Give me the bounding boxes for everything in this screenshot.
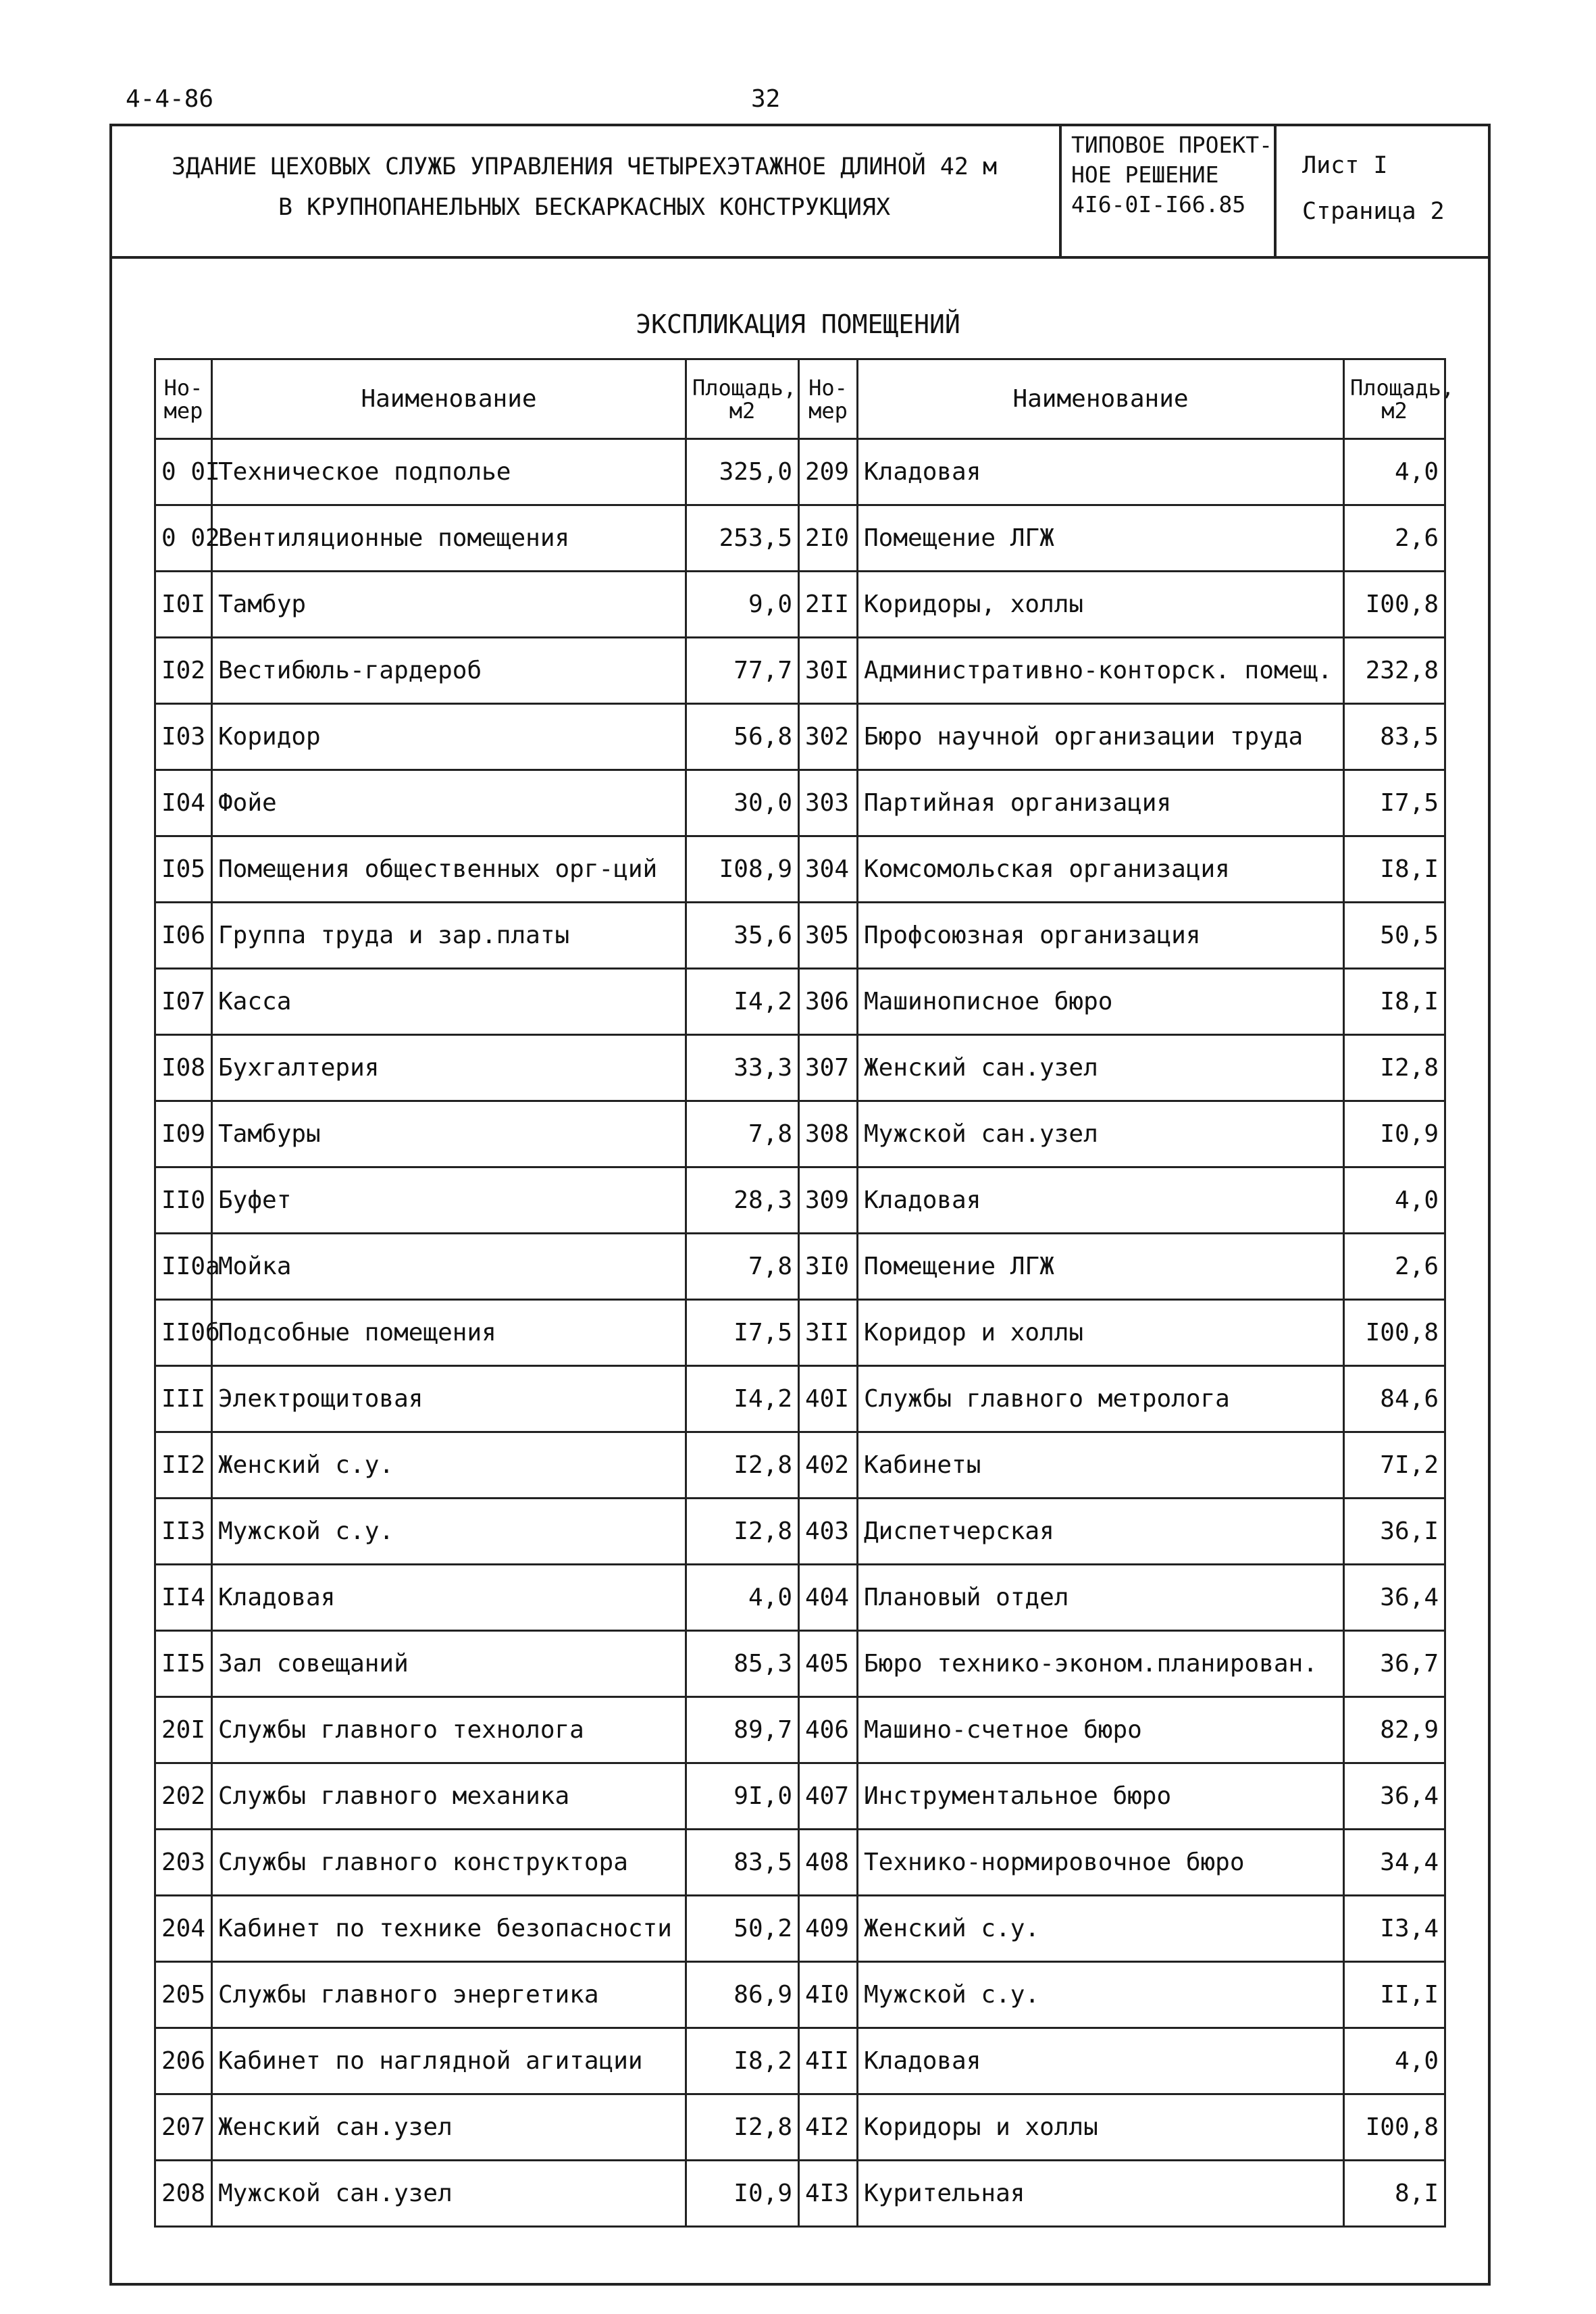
- room-number: II4: [155, 1565, 212, 1631]
- room-number: 40I: [799, 1366, 858, 1432]
- room-area: I4,2: [686, 1366, 799, 1432]
- room-name: Кладовая: [858, 439, 1344, 505]
- room-name: Помещение ЛГЖ: [858, 505, 1344, 572]
- room-number: 308: [799, 1101, 858, 1167]
- rooms-table: [154, 358, 1455, 2228]
- room-name: Зал совещаний: [212, 1631, 686, 1697]
- table-title: ЭКСПЛИКАЦИЯ ПОМЕЩЕНИЙ: [636, 309, 960, 339]
- room-name: Мужской сан.узел: [212, 2161, 686, 2227]
- table-row: [155, 1499, 1445, 1565]
- page-label: Страница 2: [1302, 198, 1445, 225]
- room-number: 3I0: [799, 1234, 858, 1300]
- room-area: I2,8: [686, 1499, 799, 1565]
- room-area: 34,4: [1344, 1830, 1445, 1896]
- room-name: Коридор и холлы: [858, 1300, 1344, 1366]
- room-number: II3: [155, 1499, 212, 1565]
- header-number: [799, 359, 858, 439]
- title-block-sheet: [1274, 124, 1485, 256]
- room-area: 85,3: [686, 1631, 799, 1697]
- room-number: 409: [799, 1896, 858, 1962]
- room-number: 405: [799, 1631, 858, 1697]
- room-name: Службы главного метролога: [858, 1366, 1344, 1432]
- title-line-2: В КРУПНОПАНЕЛЬНЫХ БЕСКАРКАСНЫХ КОНСТРУКЦИЯХ: [278, 194, 891, 221]
- room-area: 2,6: [1344, 1234, 1445, 1300]
- room-name: Вентиляционные помещения: [212, 505, 686, 572]
- room-area: 9,0: [686, 572, 799, 638]
- room-number: 30I: [799, 638, 858, 704]
- room-area: 4,0: [1344, 2028, 1445, 2094]
- table-row: [155, 572, 1445, 638]
- room-area: I3,4: [1344, 1896, 1445, 1962]
- room-number: I05: [155, 836, 212, 903]
- room-name: Службы главного энергетика: [212, 1962, 686, 2028]
- room-name: Мойка: [212, 1234, 686, 1300]
- room-area: 77,7: [686, 638, 799, 704]
- room-area: 325,0: [686, 439, 799, 505]
- table-row: [155, 1035, 1445, 1101]
- room-area: I0,9: [1344, 1101, 1445, 1167]
- title-block: [109, 124, 1491, 259]
- room-area: 4,0: [686, 1565, 799, 1631]
- header-area-line-1: Площадь,: [692, 374, 797, 401]
- room-number: I07: [155, 969, 212, 1035]
- room-number: 206: [155, 2028, 212, 2094]
- room-area: 50,2: [686, 1896, 799, 1962]
- room-name: Мужской с.у.: [858, 1962, 1344, 2028]
- room-area: 9I,0: [686, 1763, 799, 1830]
- room-area: 28,3: [686, 1167, 799, 1234]
- table-row: [155, 1962, 1445, 2028]
- room-area: 33,3: [686, 1035, 799, 1101]
- room-number: 406: [799, 1697, 858, 1763]
- table-row: [155, 2094, 1445, 2161]
- project-type-line-2: НОЕ РЕШЕНИЕ: [1071, 161, 1219, 188]
- room-name: Кабинет по наглядной агитации: [212, 2028, 686, 2094]
- room-area: 7,8: [686, 1101, 799, 1167]
- room-name: Группа труда и зар.платы: [212, 903, 686, 969]
- room-name: Фойе: [212, 770, 686, 836]
- room-number: II5: [155, 1631, 212, 1697]
- room-name: Службы главного механика: [212, 1763, 686, 1830]
- room-number: 302: [799, 704, 858, 770]
- room-name: Мужской с.у.: [212, 1499, 686, 1565]
- room-name: Бухгалтерия: [212, 1035, 686, 1101]
- header-area-line-2: м2: [1381, 397, 1408, 424]
- room-area: 83,5: [686, 1830, 799, 1896]
- table-row: [155, 638, 1445, 704]
- room-area: I8,2: [686, 2028, 799, 2094]
- table-row: [155, 1167, 1445, 1234]
- room-number: 404: [799, 1565, 858, 1631]
- table-row: [155, 1101, 1445, 1167]
- room-area: 8,I: [1344, 2161, 1445, 2227]
- room-name: Кладовая: [858, 1167, 1344, 1234]
- room-number: 3II: [799, 1300, 858, 1366]
- room-area: I0,9: [686, 2161, 799, 2227]
- room-number: 303: [799, 770, 858, 836]
- room-number: I03: [155, 704, 212, 770]
- room-name: Кабинеты: [858, 1432, 1344, 1499]
- room-number: 202: [155, 1763, 212, 1830]
- room-name: Кладовая: [858, 2028, 1344, 2094]
- header-number: [155, 359, 212, 439]
- room-number: 4II: [799, 2028, 858, 2094]
- table-row: [155, 1366, 1445, 1432]
- room-number: 309: [799, 1167, 858, 1234]
- room-area: 36,7: [1344, 1631, 1445, 1697]
- room-number: 2I0: [799, 505, 858, 572]
- room-name: Техническое подполье: [212, 439, 686, 505]
- header-area-line-2: м2: [729, 397, 756, 424]
- room-area: 4,0: [1344, 1167, 1445, 1234]
- table-row: [155, 704, 1445, 770]
- room-number: I09: [155, 1101, 212, 1167]
- room-area: 36,4: [1344, 1565, 1445, 1631]
- room-area: I00,8: [1344, 2094, 1445, 2161]
- header-number-line-1: Но-: [808, 374, 848, 401]
- header-area: [1344, 359, 1455, 439]
- header-name: Наименование: [212, 359, 686, 439]
- room-number: I08: [155, 1035, 212, 1101]
- header-number-line-1: Но-: [163, 374, 203, 401]
- table-row: [155, 2161, 1445, 2227]
- table-row: [155, 439, 1445, 505]
- room-number: 304: [799, 836, 858, 903]
- project-number: 4I6-0I-I66.85: [1071, 191, 1246, 218]
- room-name: Электрощитовая: [212, 1366, 686, 1432]
- room-name: Бюро технико-эконом.планирован.: [858, 1631, 1344, 1697]
- room-number: 20I: [155, 1697, 212, 1763]
- room-area: I4,2: [686, 969, 799, 1035]
- room-number: 0 02: [155, 505, 212, 572]
- room-area: I7,5: [1344, 770, 1445, 836]
- room-area: I00,8: [1344, 572, 1445, 638]
- header-name: Наименование: [858, 359, 1344, 439]
- room-number: I06: [155, 903, 212, 969]
- room-area: 56,8: [686, 704, 799, 770]
- title-block-title: [109, 124, 1059, 256]
- room-name: Женский с.у.: [212, 1432, 686, 1499]
- room-area: I2,8: [686, 2094, 799, 2161]
- room-area: I2,8: [1344, 1035, 1445, 1101]
- header-area-line-1: Площадь,: [1350, 374, 1455, 401]
- room-name: Тамбур: [212, 572, 686, 638]
- header-area: [686, 359, 799, 439]
- room-number: II0а: [155, 1234, 212, 1300]
- room-number: 0 0I: [155, 439, 212, 505]
- room-number: 2II: [799, 572, 858, 638]
- room-name: Кладовая: [212, 1565, 686, 1631]
- room-number: 306: [799, 969, 858, 1035]
- table-row: [155, 2028, 1445, 2094]
- room-number: 403: [799, 1499, 858, 1565]
- room-name: Буфет: [212, 1167, 686, 1234]
- room-number: 4I3: [799, 2161, 858, 2227]
- room-area: I2,8: [686, 1432, 799, 1499]
- room-area: 89,7: [686, 1697, 799, 1763]
- room-name: Женский сан.узел: [858, 1035, 1344, 1101]
- room-number: 208: [155, 2161, 212, 2227]
- room-area: 2,6: [1344, 505, 1445, 572]
- room-name: Коридор: [212, 704, 686, 770]
- room-area: 84,6: [1344, 1366, 1445, 1432]
- table-row: [155, 1432, 1445, 1499]
- room-number: 209: [799, 439, 858, 505]
- room-area: I8,I: [1344, 969, 1445, 1035]
- room-area: 30,0: [686, 770, 799, 836]
- table-row: [155, 1234, 1445, 1300]
- room-area: I08,9: [686, 836, 799, 903]
- room-name: Курительная: [858, 2161, 1344, 2227]
- room-name: Машинописное бюро: [858, 969, 1344, 1035]
- room-name: Технико-нормировочное бюро: [858, 1830, 1344, 1896]
- room-number: 305: [799, 903, 858, 969]
- room-number: 402: [799, 1432, 858, 1499]
- table-row: [155, 836, 1445, 903]
- room-name: Коридоры и холлы: [858, 2094, 1344, 2161]
- room-area: 4,0: [1344, 439, 1445, 505]
- room-number: 205: [155, 1962, 212, 2028]
- table-row: [155, 1896, 1445, 1962]
- table-row: [155, 505, 1445, 572]
- room-number: 203: [155, 1830, 212, 1896]
- room-number: 307: [799, 1035, 858, 1101]
- room-name: Мужской сан.узел: [858, 1101, 1344, 1167]
- room-area: I7,5: [686, 1300, 799, 1366]
- table-row: [155, 1763, 1445, 1830]
- table-row: [155, 1300, 1445, 1366]
- room-area: 7,8: [686, 1234, 799, 1300]
- room-name: Диспетчерская: [858, 1499, 1344, 1565]
- title-block-project: [1059, 124, 1274, 256]
- room-number: 204: [155, 1896, 212, 1962]
- table-row: [155, 969, 1445, 1035]
- room-number: 4I0: [799, 1962, 858, 2028]
- room-name: Женский с.у.: [858, 1896, 1344, 1962]
- room-area: 82,9: [1344, 1697, 1445, 1763]
- header-number-line-2: мер: [163, 397, 203, 424]
- room-name: Касса: [212, 969, 686, 1035]
- room-number: 408: [799, 1830, 858, 1896]
- project-type-line-1: ТИПОВОЕ ПРОЕКТ-: [1071, 132, 1273, 158]
- table-row: [155, 1631, 1445, 1697]
- room-number: II2: [155, 1432, 212, 1499]
- room-name: Службы главного конструктора: [212, 1830, 686, 1896]
- room-area: 253,5: [686, 505, 799, 572]
- table-header-row: [155, 359, 1445, 439]
- room-name: Помещения общественных орг-ций: [212, 836, 686, 903]
- room-number: 4I2: [799, 2094, 858, 2161]
- header-number-line-2: мер: [808, 397, 848, 424]
- room-number: I02: [155, 638, 212, 704]
- room-area: 7I,2: [1344, 1432, 1445, 1499]
- room-name: Бюро научной организации труда: [858, 704, 1344, 770]
- room-number: II0: [155, 1167, 212, 1234]
- document-code: 4-4-86: [126, 85, 214, 113]
- title-line-1: ЗДАНИЕ ЦЕХОВЫХ СЛУЖБ УПРАВЛЕНИЯ ЧЕТЫРЕХЭТАЖНОЕ ДЛИНОЙ 42 м: [171, 153, 998, 180]
- room-name: Коридоры, холлы: [858, 572, 1344, 638]
- room-name: Партийная организация: [858, 770, 1344, 836]
- sheet-label: Лист I: [1302, 152, 1388, 179]
- room-area: I8,I: [1344, 836, 1445, 903]
- room-area: I00,8: [1344, 1300, 1445, 1366]
- room-name: Комсомольская организация: [858, 836, 1344, 903]
- room-area: 36,4: [1344, 1763, 1445, 1830]
- room-area: 50,5: [1344, 903, 1445, 969]
- room-name: Тамбуры: [212, 1101, 686, 1167]
- room-name: Кабинет по технике безопасности: [212, 1896, 686, 1962]
- room-area: 232,8: [1344, 638, 1445, 704]
- table-row: [155, 1697, 1445, 1763]
- table-row: [155, 1565, 1445, 1631]
- room-name: Административно-конторск. помещ.: [858, 638, 1344, 704]
- room-number: I0I: [155, 572, 212, 638]
- room-name: Плановый отдел: [858, 1565, 1344, 1631]
- table-row: [155, 1830, 1445, 1896]
- room-name: Подсобные помещения: [212, 1300, 686, 1366]
- room-number: III: [155, 1366, 212, 1432]
- room-number: 207: [155, 2094, 212, 2161]
- table-body: [155, 439, 1445, 2227]
- room-name: Помещение ЛГЖ: [858, 1234, 1344, 1300]
- table-row: [155, 770, 1445, 836]
- room-name: Службы главного технолога: [212, 1697, 686, 1763]
- table-row: [155, 903, 1445, 969]
- room-name: Машино-счетное бюро: [858, 1697, 1344, 1763]
- room-area: 86,9: [686, 1962, 799, 2028]
- page-number: 32: [751, 85, 781, 113]
- room-name: Профсоюзная организация: [858, 903, 1344, 969]
- room-area: II,I: [1344, 1962, 1445, 2028]
- room-number: II0б: [155, 1300, 212, 1366]
- room-area: 36,I: [1344, 1499, 1445, 1565]
- room-area: 35,6: [686, 903, 799, 969]
- room-name: Женский сан.узел: [212, 2094, 686, 2161]
- room-number: 407: [799, 1763, 858, 1830]
- room-name: Вестибюль-гардероб: [212, 638, 686, 704]
- room-number: I04: [155, 770, 212, 836]
- room-area: 83,5: [1344, 704, 1445, 770]
- room-name: Инструментальное бюро: [858, 1763, 1344, 1830]
